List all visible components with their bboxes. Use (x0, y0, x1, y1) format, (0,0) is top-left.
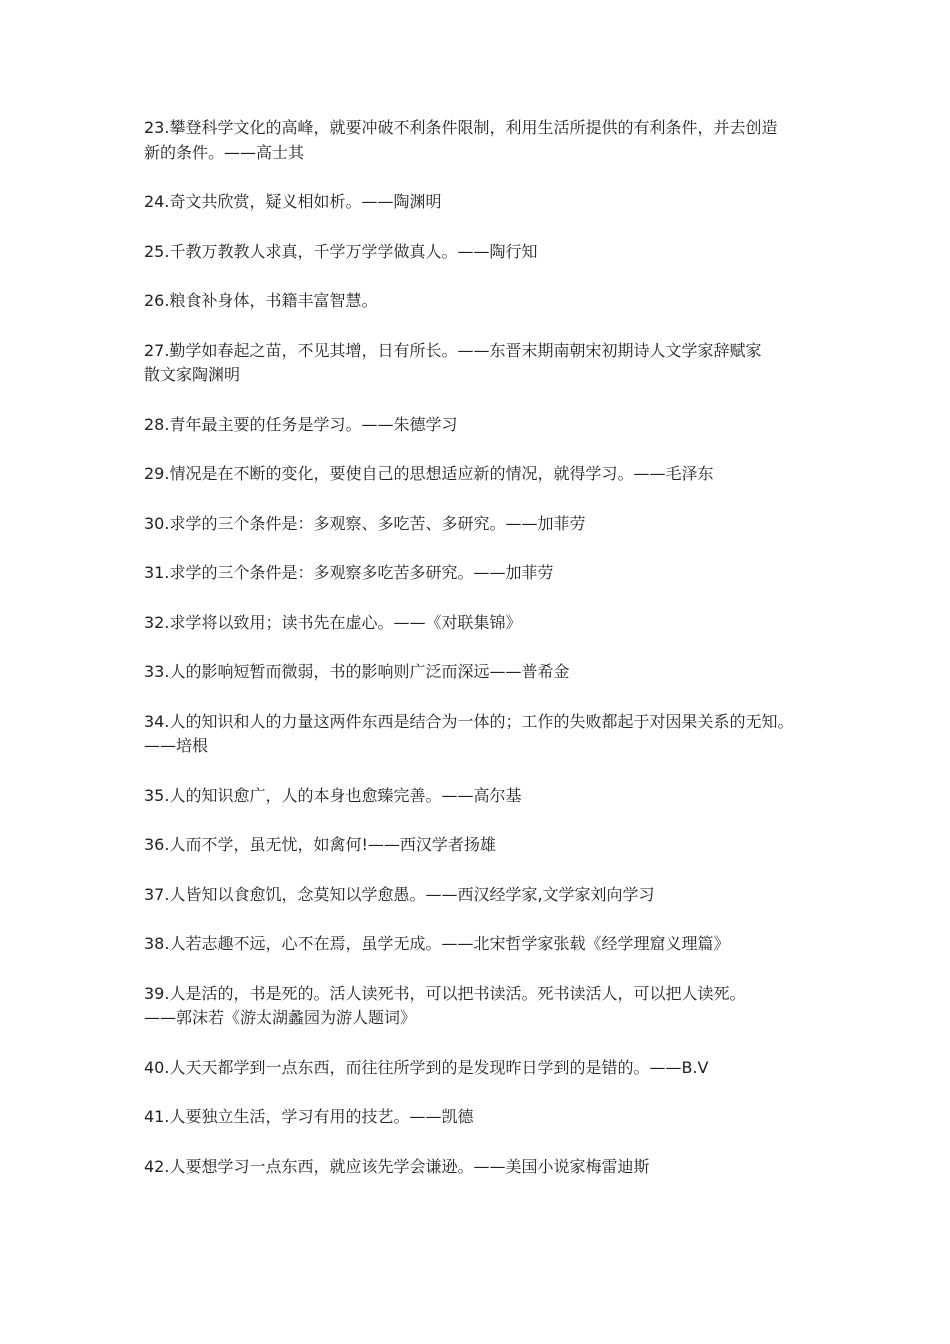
quote-line: 26.粮食补身体，书籍丰富智慧。 (144, 291, 378, 310)
quote-line: 41.人要独立生活，学习有用的技艺。——凯德 (144, 1107, 474, 1126)
quote-entry (144, 883, 824, 908)
quote-entry (144, 660, 824, 685)
quote-line: 38.人若志趣不远，心不在焉，虽学无成。——北宋哲学家张载《经学理窟义理篇》 (144, 934, 730, 953)
quote-entry (144, 1155, 824, 1180)
quote-line: 34.人的知识和人的力量这两件东西是结合为一体的；工作的失败都起于对因果关系的无知。 (144, 711, 794, 731)
quote-entry (144, 784, 824, 809)
quote-line: 33.人的影响短暂而微弱，书的影响则广泛而深远——普希金 (144, 662, 570, 681)
quote-entry (144, 982, 824, 1031)
quote-entry (144, 289, 824, 314)
quote-line: 36.人而不学，虽无忧，如禽何!——西汉学者扬雄 (144, 835, 496, 854)
quote-entry (144, 833, 824, 858)
quote-line: 24.奇文共欣赏，疑义相如析。——陶渊明 (144, 192, 442, 211)
quote-line: 32.求学将以致用；读书先在虚心。——《对联集锦》 (144, 612, 522, 632)
quote-line: 39.人是活的，书是死的。活人读死书，可以把书读活。死书读活人，可以把人读死。 (144, 983, 746, 1003)
quote-line: ——郭沫若《游太湖蠡园为游人题词》 (144, 1008, 417, 1027)
quote-entry (144, 611, 824, 636)
quote-line: 42.人要想学习一点东西，就应该先学会谦逊。——美国小说家梅雷迪斯 (144, 1156, 650, 1176)
quote-entry (144, 116, 824, 165)
quote-line: 37.人皆知以食愈饥，念莫知以学愈愚。——西汉经学家,文学家刘向学习 (144, 884, 655, 904)
quote-entry (144, 413, 824, 438)
quote-line: 40.人天天都学到一点东西，而往往所学到的是发现昨日学到的是错的。——B.V (144, 1057, 709, 1077)
quote-entry (144, 561, 824, 586)
quote-line: 31.求学的三个条件是：多观察多吃苦多研究。——加菲劳 (144, 563, 554, 582)
quote-entry (144, 512, 824, 537)
quote-entry (144, 339, 824, 388)
quote-line: 30.求学的三个条件是：多观察、多吃苦、多研究。——加菲劳 (144, 513, 586, 533)
quote-list (144, 116, 824, 1204)
quote-line: 27.勤学如春起之苗，不见其增，日有所长。——东晋末期南朝宋初期诗人文学家辞赋家 (144, 340, 762, 360)
quote-line: 散文家陶渊明 (144, 365, 241, 384)
quote-entry (144, 710, 824, 759)
quote-line: 25.千教万教教人求真，千学万学学做真人。——陶行知 (144, 241, 538, 261)
quote-line: 35.人的知识愈广，人的本身也愈臻完善。——高尔基 (144, 785, 522, 805)
quote-entry (144, 462, 824, 487)
quote-line: 28.青年最主要的任务是学习。——朱德学习 (144, 414, 458, 434)
quote-entry (144, 240, 824, 265)
quote-entry (144, 190, 824, 215)
quote-line: ——培根 (144, 736, 209, 755)
quote-entry (144, 932, 824, 957)
quote-line: 29.情况是在不断的变化，要使自己的思想适应新的情况，就得学习。——毛泽东 (144, 464, 714, 483)
quote-entry (144, 1056, 824, 1081)
quote-line: 23.攀登科学文化的高峰，就要冲破不利条件限制，利用生活所提供的有利条件，并去创造 (144, 118, 778, 137)
quote-line: 新的条件。——高士其 (144, 142, 305, 162)
quote-entry (144, 1105, 824, 1130)
